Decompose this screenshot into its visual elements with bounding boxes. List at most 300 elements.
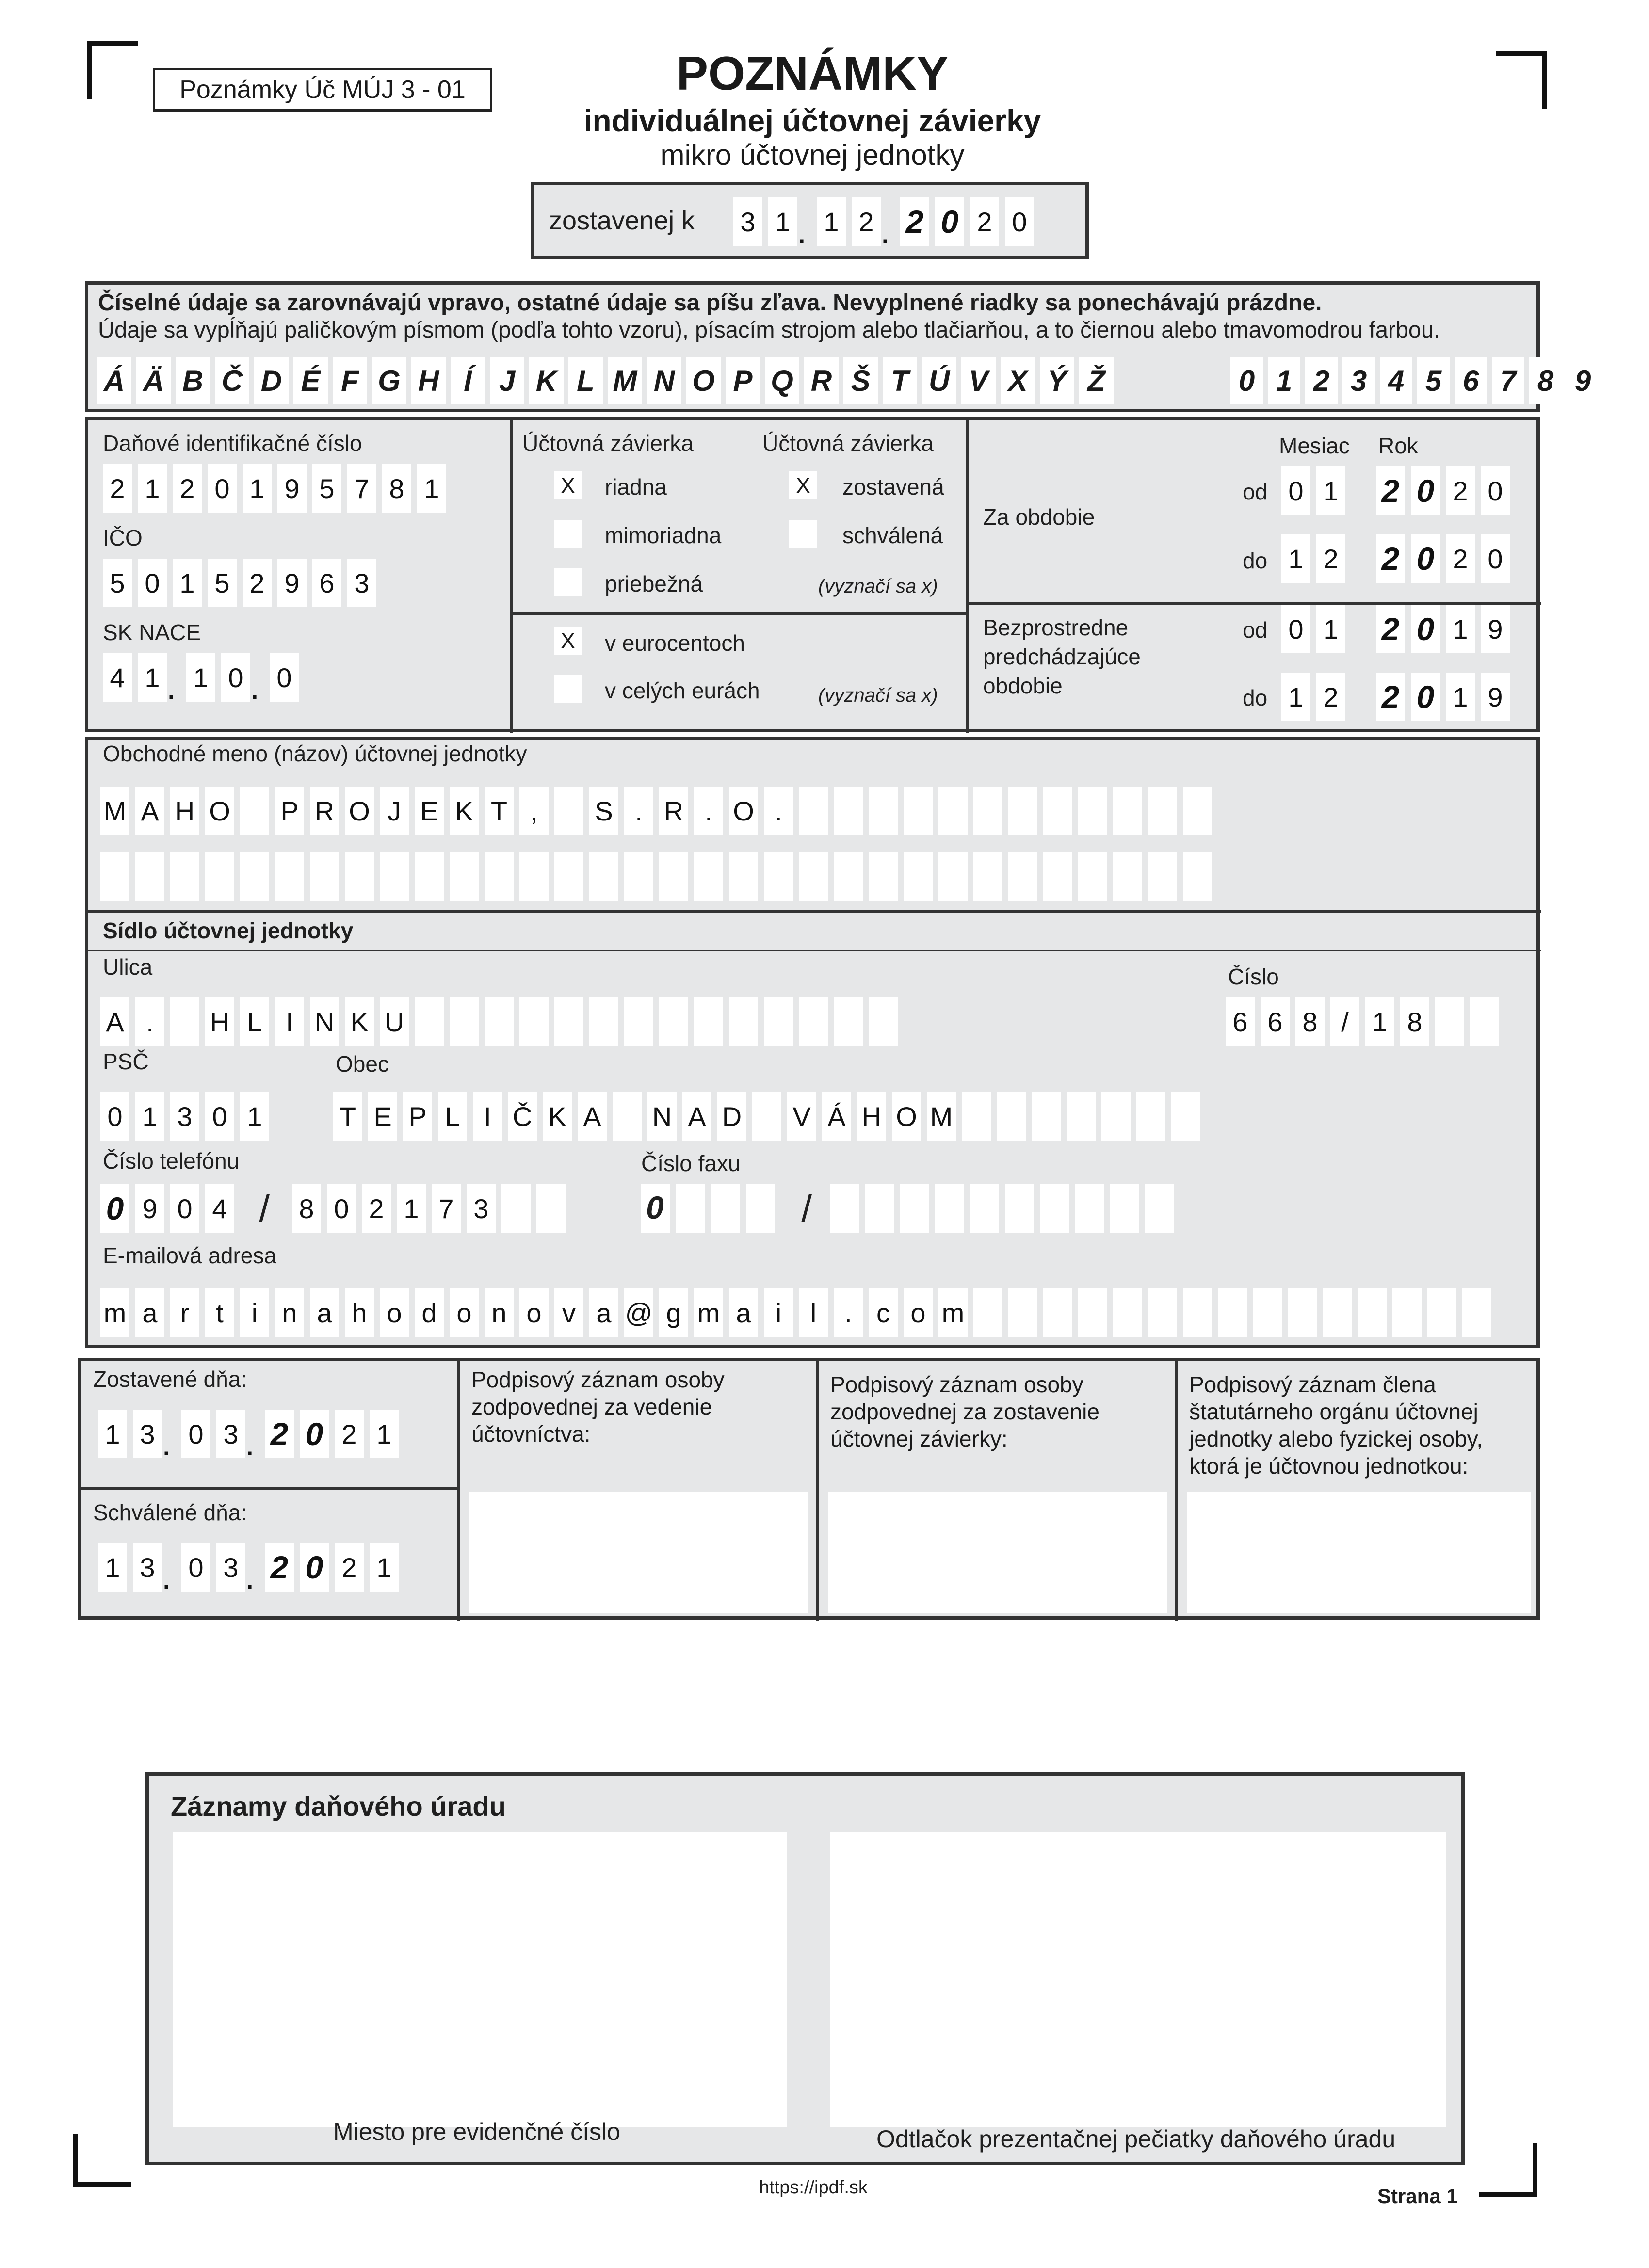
char-box [900, 1184, 929, 1233]
char-box [1113, 787, 1142, 835]
char-box-value: 5 [319, 473, 335, 504]
email-field[interactable] [100, 1288, 1497, 1337]
sample-char: Š [843, 357, 878, 404]
char-box [345, 997, 374, 1046]
char-box [1376, 534, 1405, 583]
char-box [970, 197, 999, 246]
approved-on-field[interactable] [98, 1543, 404, 1592]
compiled-on-field[interactable] [98, 1410, 404, 1461]
signature-section [78, 1358, 1540, 1620]
street-field[interactable] [100, 997, 904, 1046]
char-box [1411, 466, 1440, 515]
char-box-value: 3 [177, 1101, 193, 1132]
char-box [345, 852, 374, 901]
char-box-value: 2 [341, 1418, 357, 1449]
char-box [1281, 605, 1310, 653]
char-box-value: U [384, 1006, 404, 1037]
sample-char: 5 [1417, 357, 1450, 404]
char-box [221, 653, 258, 704]
char-box [799, 852, 828, 901]
char-box [997, 1092, 1026, 1141]
char-box [186, 653, 215, 702]
char-box-value: 7 [354, 473, 370, 504]
char-box-value: 2 [858, 206, 874, 237]
phone-number-field[interactable] [292, 1184, 571, 1233]
char-box [208, 464, 237, 513]
char-box-value: 3 [223, 1552, 239, 1583]
extraordinary-checkbox[interactable] [554, 520, 582, 548]
period-to-label: do [1243, 548, 1268, 573]
char-box [362, 1184, 391, 1233]
char-box [240, 997, 269, 1046]
char-box-value: 8 [1302, 1006, 1318, 1037]
char-box [312, 464, 341, 513]
char-box-value: a [317, 1297, 332, 1328]
char-box-value: . [146, 1006, 154, 1037]
char-box [519, 787, 549, 835]
previous-to-month[interactable] [1281, 673, 1351, 721]
period-to-month[interactable] [1281, 534, 1351, 583]
char-box-value: 3 [473, 1193, 489, 1224]
registration-number-box[interactable] [173, 1832, 787, 2127]
char-box [1113, 1288, 1142, 1337]
sample-char: B [176, 357, 210, 404]
char-box [589, 852, 618, 901]
sample-char: M [608, 357, 642, 404]
sample-char: Q [765, 357, 799, 404]
char-box [1446, 673, 1475, 721]
identification-section [85, 417, 1540, 732]
company-name-line-1[interactable] [100, 787, 1218, 835]
char-box [208, 559, 237, 607]
closing-type-label: Účtovná závierka [522, 431, 694, 456]
char-box-value: 9 [284, 473, 300, 504]
char-box [277, 559, 307, 607]
char-box [103, 464, 132, 513]
phone-label: Číslo telefónu [103, 1148, 240, 1174]
char-box-value: 1 [247, 1101, 262, 1132]
char-box [1481, 605, 1510, 653]
char-box [834, 852, 863, 901]
sample-char: X [1001, 357, 1035, 404]
char-box [1183, 1288, 1212, 1337]
corner-mark-bottom-right [1479, 2143, 1537, 2197]
previous-from-year[interactable] [1376, 605, 1516, 653]
previous-from-month[interactable] [1281, 605, 1351, 653]
char-box-value: o [526, 1297, 542, 1328]
char-box-value: 2 [341, 1552, 357, 1583]
char-box [1411, 673, 1440, 721]
sig-accounting-box[interactable] [469, 1492, 808, 1613]
char-box [613, 1092, 642, 1141]
char-box [1040, 1184, 1069, 1233]
char-box [1148, 787, 1177, 835]
char-box-value: 1 [193, 662, 209, 693]
char-box-value: 1 [1323, 613, 1339, 644]
char-box [938, 852, 968, 901]
char-box [133, 1543, 170, 1594]
char-box [682, 1092, 711, 1141]
char-box-value: 0 [1288, 613, 1304, 644]
char-box [135, 1092, 164, 1141]
char-box-value: 3 [740, 206, 756, 237]
char-box [519, 852, 549, 901]
char-box-value: 3 [140, 1418, 155, 1449]
char-box-value: 1 [145, 473, 160, 504]
char-box [205, 787, 234, 835]
divider [81, 1487, 457, 1490]
char-box-value: 1 [824, 206, 839, 237]
char-box [1330, 997, 1359, 1046]
char-box [1446, 605, 1475, 653]
char-box-value: 0 [1416, 541, 1435, 577]
digit-sample-row [1230, 357, 1604, 404]
previous-to-label: do [1243, 685, 1268, 710]
char-box-value: A [583, 1101, 601, 1132]
previous-to-year[interactable] [1376, 673, 1516, 721]
char-box [1078, 852, 1107, 901]
char-box-value: 2 [1381, 473, 1400, 509]
instructions-section [85, 281, 1591, 412]
char-box [1316, 673, 1345, 721]
regular-label: riadna [605, 474, 667, 499]
char-box-value: d [421, 1297, 437, 1328]
char-box-value: 2 [1381, 679, 1400, 715]
char-box-value: @ [625, 1297, 653, 1328]
char-box [380, 997, 409, 1046]
char-box [345, 1288, 374, 1337]
char-box [694, 787, 723, 835]
extraordinary-label: mimoriadna [605, 523, 722, 548]
char-box-value: J [388, 795, 401, 826]
char-box [869, 787, 898, 835]
char-box [938, 1288, 968, 1337]
eurocents-checkbox[interactable]: X [554, 627, 582, 655]
char-box [135, 997, 164, 1046]
char-box [170, 1288, 199, 1337]
corner-mark-bottom-left [73, 2134, 131, 2187]
char-box [624, 852, 653, 901]
sample-char: 4 [1380, 357, 1412, 404]
sample-char: Í [451, 357, 485, 404]
char-box [1008, 787, 1037, 835]
char-box [1075, 1184, 1104, 1233]
char-box [554, 787, 583, 835]
char-box-value: S [595, 795, 613, 826]
char-box-value: A [106, 1006, 124, 1037]
char-box-value: 0 [177, 1193, 193, 1224]
char-box-value: o [910, 1297, 926, 1328]
char-box [205, 1184, 234, 1233]
char-box [970, 1184, 999, 1233]
stamp-box[interactable] [830, 1832, 1446, 2127]
char-box-value: 2 [249, 567, 265, 598]
compiled-date-field[interactable] [733, 197, 1040, 246]
compiled-on-label: Zostavené dňa: [93, 1367, 247, 1392]
char-box-value: O [733, 795, 754, 826]
sample-char: L [568, 357, 603, 404]
char-box [1400, 997, 1429, 1046]
char-box-value: 8 [389, 473, 404, 504]
char-box [733, 197, 762, 246]
separator-dot: . [251, 677, 258, 704]
char-box [659, 1288, 688, 1337]
char-box [380, 852, 409, 901]
char-box-value: 2 [270, 1416, 289, 1452]
char-box [1358, 1288, 1387, 1337]
char-box [787, 1092, 816, 1141]
ico-field[interactable] [103, 559, 382, 607]
char-box-value: 1 [775, 206, 791, 237]
char-box-value: 1 [404, 1193, 419, 1224]
char-box-value: 0 [1288, 475, 1304, 506]
fax-prefix: 0 [646, 1190, 664, 1225]
char-box-value: N [652, 1101, 672, 1132]
char-box [380, 1288, 409, 1337]
divider [1175, 1361, 1178, 1621]
char-box [345, 787, 374, 835]
compiled-checkbox[interactable]: X [789, 471, 817, 499]
char-box [834, 997, 863, 1046]
period-from-year[interactable] [1376, 466, 1516, 515]
char-box [485, 1288, 514, 1337]
char-box-value: 0 [1416, 611, 1435, 647]
char-box [1470, 997, 1499, 1046]
char-box [240, 1092, 269, 1141]
interim-checkbox[interactable] [554, 568, 582, 596]
char-box [265, 1410, 294, 1458]
char-box [554, 852, 583, 901]
char-box-value: 4 [110, 662, 125, 693]
sig-compiler-box[interactable] [828, 1492, 1167, 1613]
char-box [834, 1288, 863, 1337]
sample-char: Ž [1079, 357, 1114, 404]
char-box [100, 997, 129, 1046]
sample-char: Á [97, 357, 131, 404]
char-box [450, 787, 479, 835]
char-box [834, 787, 863, 835]
char-box [554, 1288, 583, 1337]
char-box [347, 464, 376, 513]
char-box-value: 1 [145, 662, 160, 693]
char-box [589, 1288, 618, 1337]
char-box [205, 997, 234, 1046]
nace-field[interactable] [103, 653, 305, 702]
char-box [1316, 534, 1345, 583]
char-box [865, 1184, 894, 1233]
previous-from-label: od [1243, 617, 1268, 643]
char-box [100, 1092, 129, 1141]
char-box [1411, 605, 1440, 653]
char-box-value: . [775, 795, 782, 826]
stamp-caption: Odtlačok prezentačnej pečiatky daňového úradu [876, 2125, 1396, 2153]
page-subtitle-2: mikro účtovnej jednotky [660, 139, 965, 171]
char-box-value: 0 [305, 1416, 323, 1452]
city-field[interactable] [333, 1092, 1206, 1141]
char-box-value: 2 [1453, 475, 1468, 506]
char-box [1101, 1092, 1131, 1141]
char-box-value: 2 [369, 1193, 384, 1224]
char-box [746, 1184, 775, 1233]
mark-hint: (vyznačí sa x) [818, 685, 938, 706]
char-box-value: 0 [305, 1549, 323, 1585]
corner-mark-top-left [87, 41, 138, 99]
char-box [275, 787, 304, 835]
char-box [1376, 466, 1405, 515]
char-box-value: m [103, 1297, 127, 1328]
char-box [694, 852, 723, 901]
sample-char: R [804, 357, 839, 404]
char-box [382, 464, 411, 513]
char-box-value: o [456, 1297, 472, 1328]
char-box-value: 4 [212, 1193, 227, 1224]
period-from-month[interactable] [1281, 466, 1351, 515]
char-box-value: K [548, 1101, 566, 1132]
char-box-value: 1 [376, 1418, 392, 1449]
footer-url[interactable]: https://ipdf.sk [759, 2177, 868, 2198]
char-box [173, 559, 202, 607]
char-box [935, 1184, 964, 1233]
char-box-value: a [596, 1297, 612, 1328]
sig-statutory-box[interactable] [1187, 1492, 1531, 1613]
phone-prefix-field[interactable] [100, 1184, 240, 1233]
char-box [403, 1092, 432, 1141]
char-box-value: L [445, 1101, 460, 1132]
char-box [1281, 534, 1310, 583]
phone-separator: / [259, 1187, 270, 1230]
char-box-value: 1 [376, 1552, 392, 1583]
char-box-value: 0 [334, 1193, 349, 1224]
fax-number-field[interactable] [830, 1184, 1180, 1233]
char-box [1481, 673, 1510, 721]
char-box [417, 464, 446, 513]
char-box [135, 1184, 164, 1233]
char-box-value: 0 [106, 1190, 124, 1226]
char-box [1411, 534, 1440, 583]
char-box [869, 997, 898, 1046]
char-box [764, 852, 793, 901]
char-box [312, 559, 341, 607]
char-box [205, 1288, 234, 1337]
char-box [300, 1410, 329, 1458]
char-box [310, 787, 339, 835]
char-box [135, 787, 164, 835]
mark-hint: (vyznačí sa x) [818, 576, 938, 597]
char-box [927, 1092, 956, 1141]
company-name-line-2[interactable] [100, 852, 1218, 901]
char-box-value: R [314, 795, 335, 826]
char-box-value: 1 [1288, 681, 1304, 712]
char-box [170, 1092, 199, 1141]
nace-label: SK NACE [103, 620, 201, 645]
char-box [1281, 673, 1310, 721]
sample-char: Č [215, 357, 249, 404]
psc-field[interactable] [100, 1092, 275, 1141]
char-box [485, 997, 514, 1046]
char-box [1032, 1092, 1061, 1141]
char-box-value: 9 [142, 1193, 158, 1224]
separator-dot: . [246, 1567, 253, 1594]
char-box-value: T [339, 1101, 356, 1132]
char-box [543, 1092, 572, 1141]
char-box-value: n [282, 1297, 297, 1328]
char-box-value: 3 [223, 1418, 239, 1449]
char-box [1316, 605, 1345, 653]
sig-accounting-label: Podpisový záznam osoby zodpovednej za vedenie účtovníctva: [471, 1367, 725, 1447]
street-label: Ulica [103, 954, 153, 980]
house-number-field[interactable] [1226, 997, 1505, 1046]
separator-dot: . [163, 1567, 170, 1594]
char-box [1365, 997, 1394, 1046]
char-box [1288, 1288, 1317, 1337]
form-code-box [153, 68, 492, 112]
char-box-value: K [350, 1006, 369, 1037]
char-box-value: r [180, 1297, 190, 1328]
char-box [799, 1288, 828, 1337]
char-box-value: 0 [1487, 543, 1503, 574]
char-box-value: . [844, 1297, 852, 1328]
period-to-year[interactable] [1376, 534, 1516, 583]
char-box [370, 1543, 399, 1592]
char-box-value: , [530, 795, 538, 826]
sample-char: 3 [1342, 357, 1375, 404]
char-box [277, 464, 307, 513]
closing-state-label: Účtovná závierka [762, 431, 934, 456]
char-box [1136, 1092, 1165, 1141]
char-box-value: L [247, 1006, 262, 1037]
regular-checkbox[interactable]: X [554, 471, 582, 499]
char-box-value: E [420, 795, 438, 826]
char-box [138, 559, 167, 607]
char-box-value: 7 [438, 1193, 454, 1224]
char-box [170, 997, 199, 1046]
char-box [485, 852, 514, 901]
sample-char: D [254, 357, 289, 404]
whole-euros-checkbox[interactable] [554, 675, 582, 703]
separator-dot: . [168, 677, 175, 704]
fax-label: Číslo faxu [641, 1151, 741, 1176]
char-box [415, 997, 444, 1046]
divider [457, 1361, 460, 1621]
sample-char: 6 [1455, 357, 1487, 404]
tax-office-section [146, 1772, 1465, 2165]
char-box [1005, 197, 1034, 246]
char-box [1148, 852, 1177, 901]
char-box-value: 0 [940, 204, 959, 240]
char-box-value: 0 [1416, 679, 1435, 715]
char-box-value: 1 [105, 1552, 120, 1583]
approved-checkbox[interactable] [789, 520, 817, 548]
page-title: POZNÁMKY [676, 47, 949, 100]
char-box-value: g [666, 1297, 681, 1328]
char-box-value: 1 [249, 473, 265, 504]
char-box [717, 1092, 746, 1141]
char-box-value: 0 [228, 662, 243, 693]
char-box-value: m [941, 1297, 965, 1328]
sig-compiler-label: Podpisový záznam osoby zodpovednej za zostavenie účtovnej závierky: [830, 1372, 1099, 1451]
char-box-value: P [280, 795, 299, 826]
char-box [485, 787, 514, 835]
dic-field[interactable] [103, 464, 452, 513]
char-box-value: 9 [1487, 681, 1503, 712]
compiled-date-label: zostavenej k [549, 206, 695, 235]
char-box-value: N [314, 1006, 335, 1037]
sample-char: Ý [1040, 357, 1074, 404]
separator-dot: . [882, 221, 889, 248]
char-box [900, 197, 929, 246]
char-box [1281, 466, 1310, 515]
char-box [869, 1288, 898, 1337]
